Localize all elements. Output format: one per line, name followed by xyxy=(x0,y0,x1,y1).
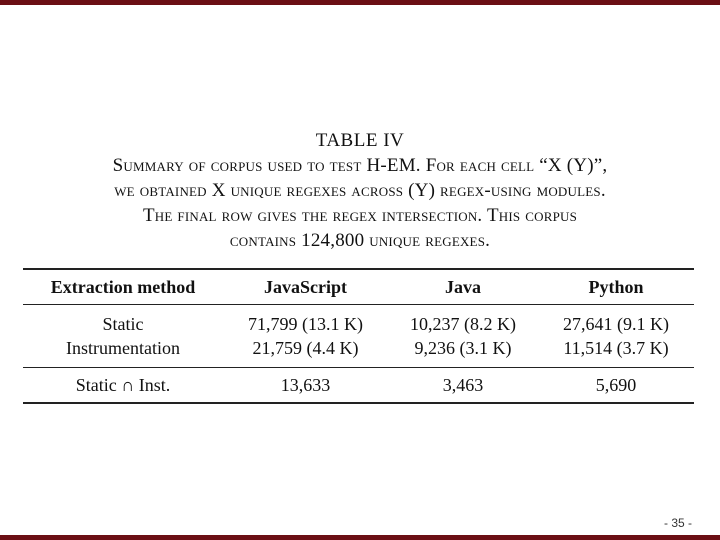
caption-line-3: The final row gives the regex intersection. This corpus xyxy=(142,205,578,226)
intersection-label: Static ∩ Inst. xyxy=(23,368,223,404)
python-static-value: 27,641 (9.1 K) xyxy=(563,314,669,334)
caption-line-1: Summary of corpus used to test H-EM. For each cell “X (Y)”, xyxy=(112,155,608,176)
header-extraction-method: Extraction method xyxy=(23,269,223,305)
intersection-row xyxy=(23,368,694,404)
intersection-python: 5,690 xyxy=(538,368,694,404)
corpus-summary-table xyxy=(23,268,694,404)
method-cell xyxy=(23,305,223,368)
bottom-border-bar xyxy=(0,535,720,540)
caption-line-4: contains 124,800 unique regexes. xyxy=(229,230,491,251)
header-javascript: JavaScript xyxy=(223,269,388,305)
caption-line-2: we obtained X unique regexes across (Y) regex-using modules. xyxy=(114,180,606,201)
page-number: - 35 - xyxy=(663,516,692,530)
python-instrumentation-value: 11,514 (3.7 K) xyxy=(563,338,669,358)
header-python: Python xyxy=(538,269,694,305)
javascript-cell xyxy=(223,305,388,368)
python-cell xyxy=(538,305,694,368)
top-border-bar xyxy=(0,0,720,5)
intersection-java: 3,463 xyxy=(388,368,538,404)
method-static: Static xyxy=(102,314,144,334)
javascript-instrumentation-value: 21,759 (4.4 K) xyxy=(252,338,359,358)
header-java: Java xyxy=(388,269,538,305)
java-instrumentation-value: 9,236 (3.1 K) xyxy=(414,338,512,358)
intersection-javascript: 13,633 xyxy=(223,368,388,404)
java-static-value: 10,237 (8.2 K) xyxy=(410,314,516,334)
table-title: TABLE IV xyxy=(315,130,405,151)
table-caption xyxy=(0,128,720,253)
table-row xyxy=(23,305,694,368)
method-instrumentation: Instrumentation xyxy=(66,338,180,358)
java-cell xyxy=(388,305,538,368)
javascript-static-value: 71,799 (13.1 K) xyxy=(248,314,363,334)
header-row xyxy=(23,269,694,305)
